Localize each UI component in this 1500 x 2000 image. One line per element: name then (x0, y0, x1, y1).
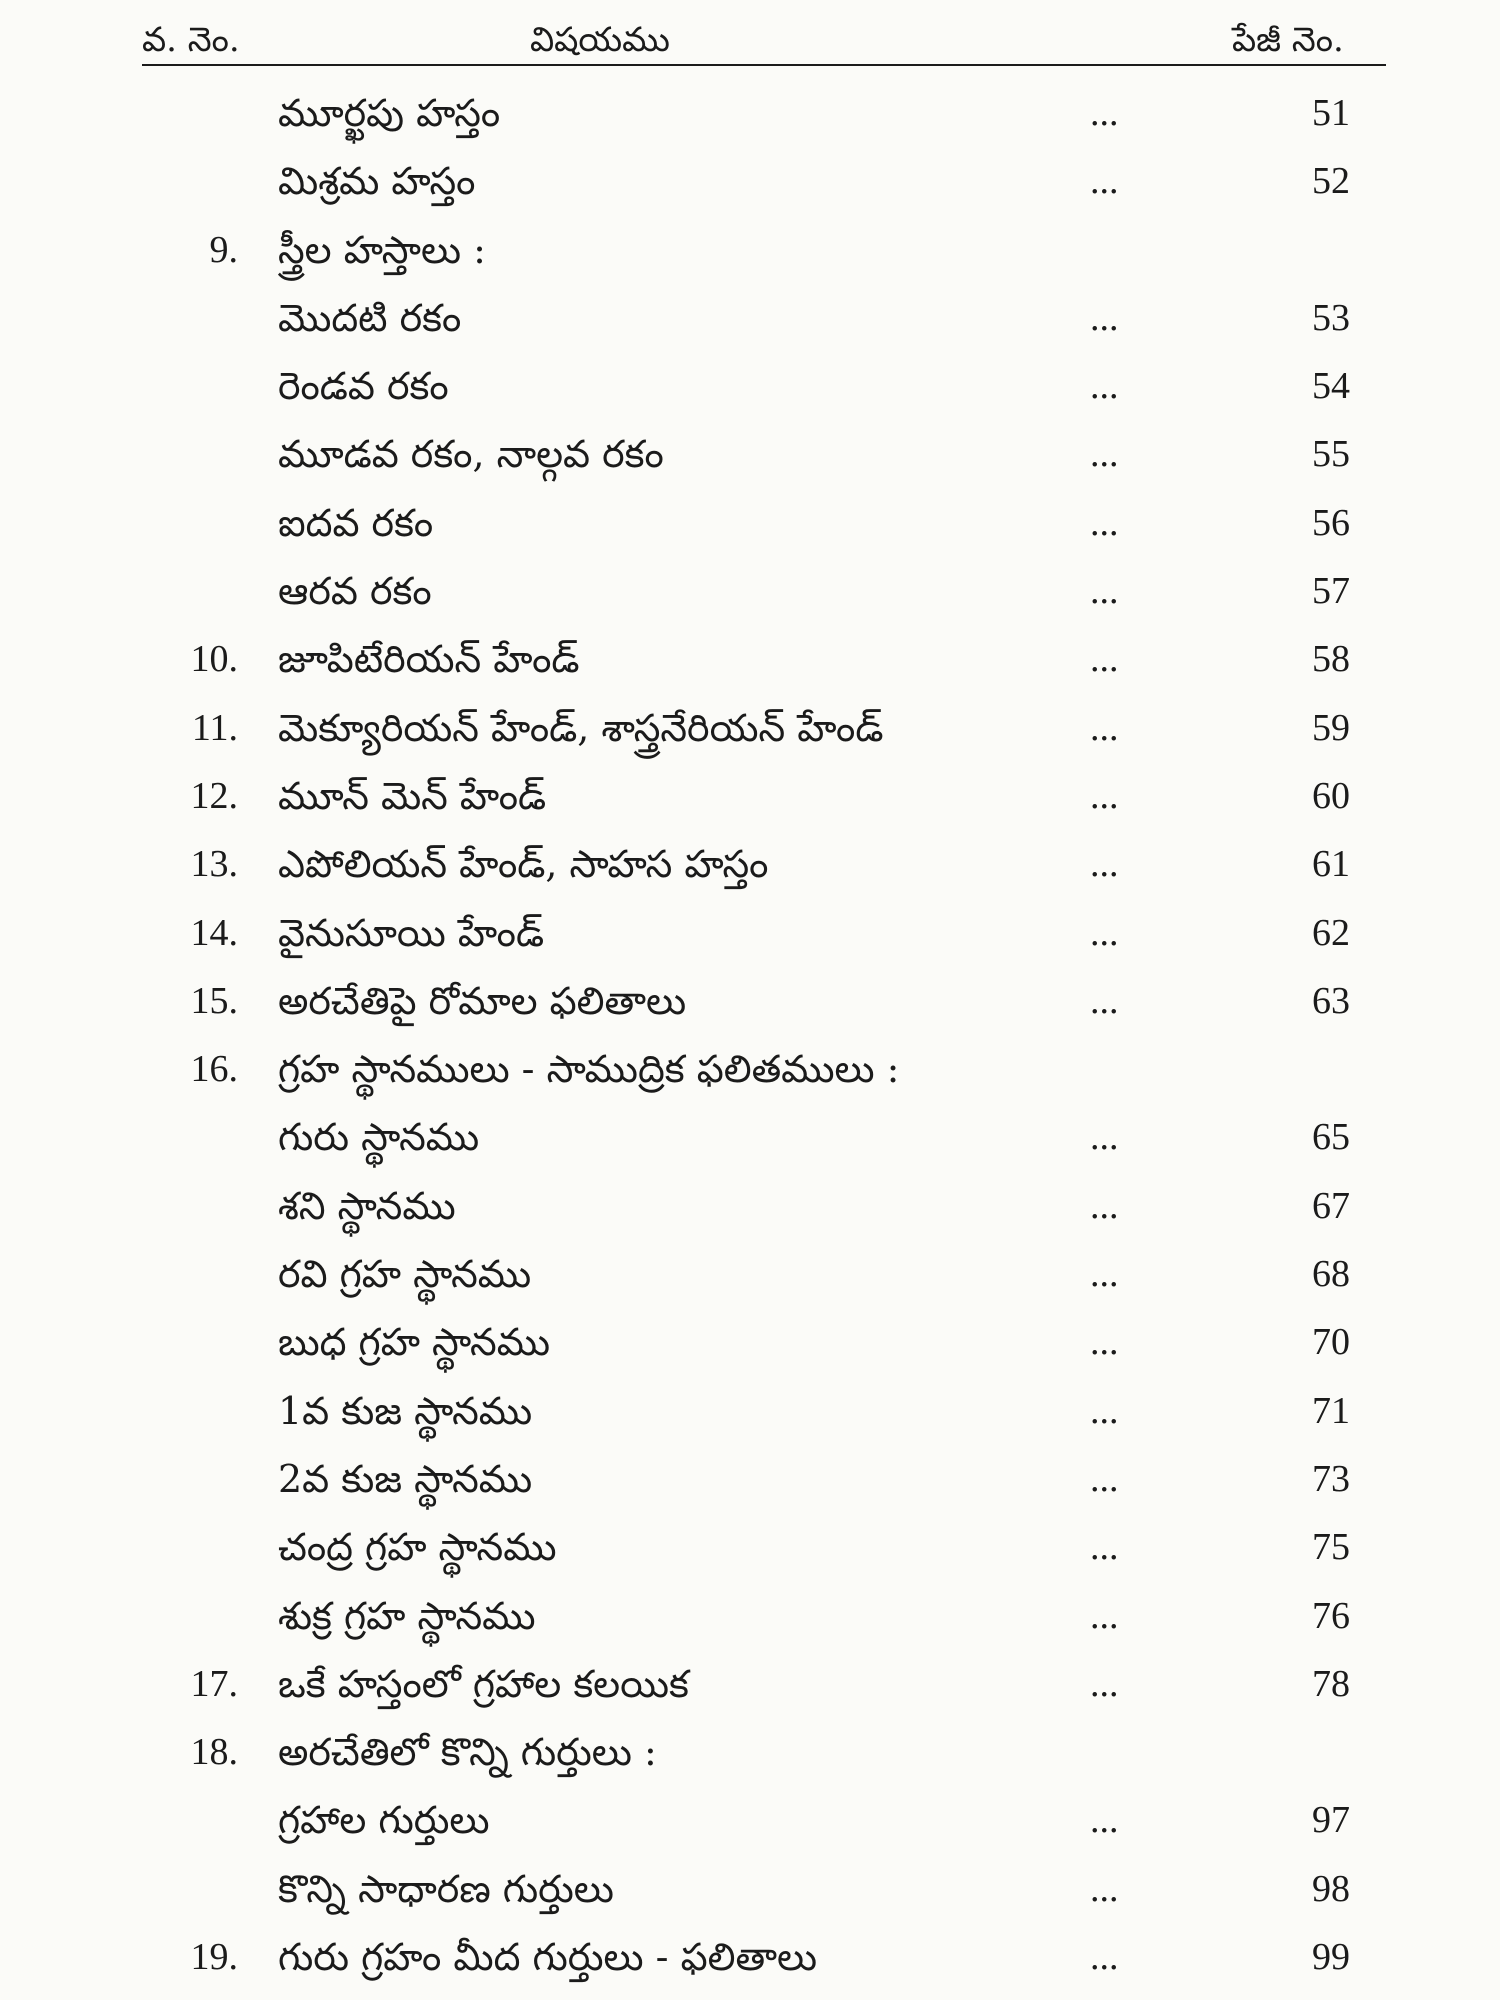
entry-title: రవి గ్రహ స్థానము (278, 1252, 532, 1297)
toc-row (0, 1309, 1500, 1377)
toc-row (0, 1583, 1500, 1651)
entry-page-number: 60 (1312, 774, 1350, 817)
entry-leader-dots: ... (1090, 706, 1119, 749)
entry-page-number: 97 (1312, 1799, 1350, 1842)
toc-row (0, 558, 1500, 626)
entry-number: 17. (190, 1662, 238, 1705)
entry-number: 18. (190, 1731, 238, 1774)
toc-row (0, 80, 1500, 148)
entry-title: శుక్ర గ్రహ స్థానము (278, 1593, 536, 1638)
entry-title: 1వ కుజ స్థానము (278, 1388, 533, 1433)
toc-row (0, 490, 1500, 558)
entry-title: వైనుసూయి హేండ్ (278, 910, 545, 955)
entry-title: చంద్ర గ్రహ స్థానము (278, 1525, 557, 1570)
entry-page-number: 75 (1312, 1526, 1350, 1569)
toc-row (0, 1104, 1500, 1172)
entry-page-number: 98 (1312, 1867, 1350, 1910)
toc-row (0, 1378, 1500, 1446)
entry-title: కొన్ని సాధారణ గుర్తులు (278, 1866, 614, 1911)
toc-row (0, 1924, 1500, 1992)
entry-title: అరచేతిపై రోమాల ఫలితాలు (278, 978, 687, 1023)
entry-page-number: 63 (1312, 979, 1350, 1022)
entry-title: గ్రహ స్థానములు - సాముద్రిక ఫలితములు : (278, 1047, 900, 1092)
entry-leader-dots: ... (1090, 433, 1119, 476)
entry-title: ఐదవ రకం (278, 500, 434, 545)
header-divider (142, 64, 1386, 66)
entry-title: గురు గ్రహం మీద గుర్తులు - ఫలితాలు (278, 1935, 818, 1980)
toc-row (0, 1241, 1500, 1309)
entry-page-number: 99 (1312, 1936, 1350, 1979)
toc-row (0, 1719, 1500, 1787)
entry-page-number: 58 (1312, 638, 1350, 681)
entry-leader-dots: ... (1090, 501, 1119, 544)
entry-page-number: 65 (1312, 1116, 1350, 1159)
entry-title: స్త్రీల హస్తాలు : (278, 227, 486, 272)
entry-title: మిశ్రమ హస్తం (278, 159, 476, 204)
entry-page-number: 61 (1312, 843, 1350, 886)
entry-page-number: 56 (1312, 501, 1350, 544)
entry-number: 11. (191, 706, 238, 749)
toc-row (0, 968, 1500, 1036)
entry-page-number: 52 (1312, 160, 1350, 203)
entry-leader-dots: ... (1090, 1457, 1119, 1500)
entry-leader-dots: ... (1090, 1799, 1119, 1842)
toc-row (0, 1036, 1500, 1104)
entry-title: ఒకే హస్తంలో గ్రహాల కలయిక (278, 1661, 689, 1706)
table-of-contents (0, 80, 1500, 1992)
entry-leader-dots: ... (1090, 1321, 1119, 1364)
entry-leader-dots: ... (1090, 296, 1119, 339)
entry-title: అరచేతిలో కొన్ని గుర్తులు : (278, 1730, 657, 1775)
entry-page-number: 54 (1312, 365, 1350, 408)
entry-page-number: 76 (1312, 1594, 1350, 1637)
entry-title: బుధ గ్రహ స్థానము (278, 1320, 551, 1365)
entry-page-number: 67 (1312, 1184, 1350, 1227)
entry-leader-dots: ... (1090, 1867, 1119, 1910)
entry-number: 12. (190, 774, 238, 817)
entry-leader-dots: ... (1090, 1936, 1119, 1979)
entry-leader-dots: ... (1090, 911, 1119, 954)
entry-page-number: 53 (1312, 296, 1350, 339)
entry-leader-dots: ... (1090, 92, 1119, 134)
entry-page-number: 73 (1312, 1457, 1350, 1500)
entry-title: మూర్ఖపు హస్తం (278, 91, 501, 135)
entry-number: 16. (190, 1048, 238, 1091)
toc-row (0, 148, 1500, 216)
entry-page-number: 59 (1312, 706, 1350, 749)
entry-title: రెండవ రకం (278, 364, 449, 409)
entry-page-number: 71 (1312, 1389, 1350, 1432)
entry-page-number: 62 (1312, 911, 1350, 954)
entry-page-number: 55 (1312, 433, 1350, 476)
entry-leader-dots: ... (1090, 160, 1119, 203)
entry-leader-dots: ... (1090, 1594, 1119, 1637)
toc-row (0, 1514, 1500, 1582)
entry-number: 9. (209, 228, 238, 271)
entry-number: 19. (190, 1936, 238, 1979)
header-subject: విషయము (530, 20, 670, 60)
toc-row (0, 1856, 1500, 1924)
toc-row (0, 1173, 1500, 1241)
entry-title: మొదటి రకం (278, 295, 462, 340)
header-page-number: పేజీ నెం. (1232, 20, 1344, 60)
entry-title: జూపిటేరియన్ హేండ్ (278, 637, 580, 682)
toc-row (0, 421, 1500, 489)
entry-title: శని స్థానము (278, 1183, 456, 1228)
entry-title: మెక్యూరియన్ హేండ్, శాస్త్రనేరియన్ హేండ్ (278, 705, 884, 750)
entry-title: 2వ కుజ స్థానము (278, 1456, 533, 1501)
entry-page-number: 51 (1312, 92, 1350, 134)
toc-row (0, 831, 1500, 899)
entry-leader-dots: ... (1090, 1526, 1119, 1569)
toc-row (0, 1651, 1500, 1719)
entry-leader-dots: ... (1090, 1184, 1119, 1227)
toc-row (0, 626, 1500, 694)
entry-number: 10. (190, 638, 238, 681)
toc-row (0, 217, 1500, 285)
entry-leader-dots: ... (1090, 979, 1119, 1022)
entry-title: మూడవ రకం, నాల్గవ రకం (278, 432, 664, 477)
entry-title: మూన్ మెన్ హేండ్ (278, 773, 547, 818)
entry-page-number: 57 (1312, 570, 1350, 613)
entry-page-number: 78 (1312, 1662, 1350, 1705)
entry-leader-dots: ... (1090, 1116, 1119, 1159)
entry-number: 14. (190, 911, 238, 954)
entry-number: 13. (190, 843, 238, 886)
entry-leader-dots: ... (1090, 1662, 1119, 1705)
entry-title: గ్రహాల గుర్తులు (278, 1798, 490, 1843)
toc-row (0, 695, 1500, 763)
toc-row (0, 1787, 1500, 1855)
entry-leader-dots: ... (1090, 1389, 1119, 1432)
entry-page-number: 68 (1312, 1253, 1350, 1296)
toc-row (0, 763, 1500, 831)
entry-leader-dots: ... (1090, 1253, 1119, 1296)
entry-page-number: 70 (1312, 1321, 1350, 1364)
entry-leader-dots: ... (1090, 843, 1119, 886)
entry-leader-dots: ... (1090, 774, 1119, 817)
toc-row (0, 353, 1500, 421)
toc-row (0, 1446, 1500, 1514)
entry-leader-dots: ... (1090, 570, 1119, 613)
entry-title: గురు స్థానము (278, 1115, 480, 1160)
entry-number: 15. (190, 979, 238, 1022)
entry-title: ఆరవ రకం (278, 569, 432, 614)
entry-leader-dots: ... (1090, 365, 1119, 408)
entry-title: ఎపోలియన్ హేండ్, సాహస హస్తం (278, 842, 769, 887)
toc-row (0, 900, 1500, 968)
header-serial-number: వ. నెం. (142, 20, 240, 60)
toc-row (0, 285, 1500, 353)
entry-leader-dots: ... (1090, 638, 1119, 681)
